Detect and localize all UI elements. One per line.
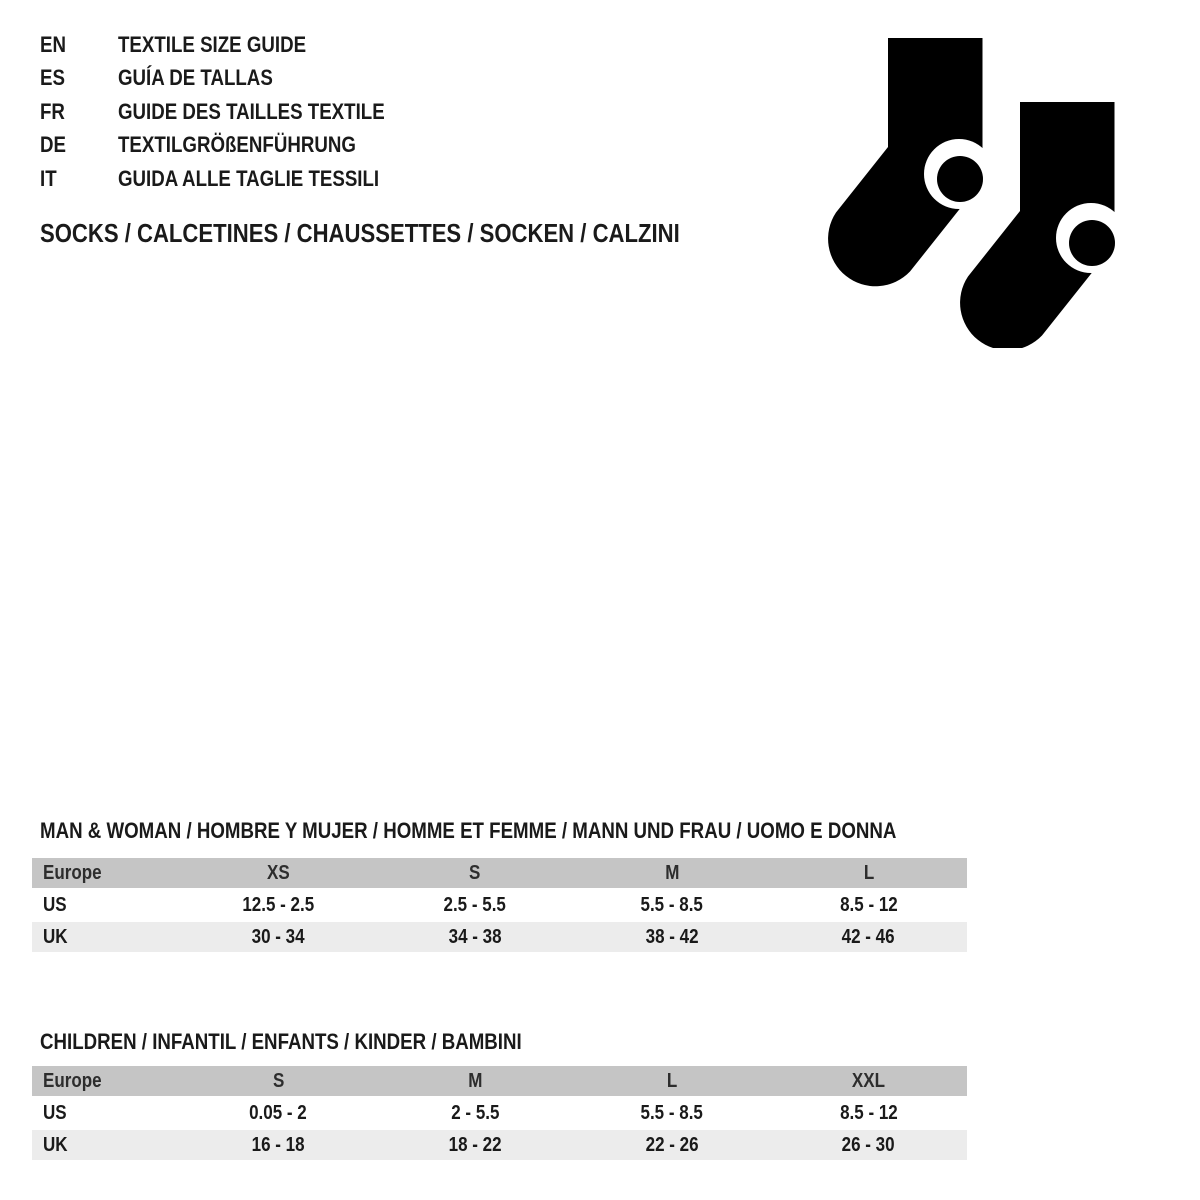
column-header-size: S <box>272 1069 285 1092</box>
row-label: UK <box>43 925 68 948</box>
column-header-region: Europe <box>43 861 102 884</box>
guide-title-en: TEXTILE SIZE GUIDE <box>118 31 307 57</box>
row-label: US <box>43 1101 67 1124</box>
size-table-children <box>32 1066 967 1162</box>
size-cell: 8.5 - 12 <box>839 1101 898 1124</box>
size-cell: 8.5 - 12 <box>839 893 898 916</box>
guide-title-es: GUÍA DE TALLAS <box>118 65 273 91</box>
guide-title-it: GUIDA ALLE TAGLIE TESSILI <box>118 165 380 191</box>
row-label: US <box>43 893 67 916</box>
column-header-size: M <box>664 861 679 884</box>
column-header-size: L <box>666 1069 678 1092</box>
column-header-size: S <box>469 861 481 884</box>
column-header-size: XS <box>267 861 290 884</box>
size-cell: 38 - 42 <box>645 925 699 948</box>
column-header-region: Europe <box>43 1069 102 1092</box>
size-cell: 0.05 - 2 <box>249 1101 308 1124</box>
language-title-block <box>40 28 432 196</box>
language-row-de <box>40 129 432 163</box>
size-cell: 22 - 26 <box>645 1133 699 1156</box>
size-cell: 5.5 - 8.5 <box>640 893 704 916</box>
size-cell: 30 - 34 <box>251 925 305 948</box>
category-title: SOCKS / CALCETINES / CHAUSSETTES / SOCKEN / CALZINI <box>40 218 680 248</box>
column-header-size: M <box>468 1069 483 1092</box>
size-table-title-children: CHILDREN / INFANTIL / ENFANTS / KINDER / BAMBINI <box>40 1029 522 1054</box>
language-code: EN <box>40 31 66 57</box>
size-cell: 16 - 18 <box>251 1133 305 1156</box>
size-cell: 2 - 5.5 <box>451 1101 500 1124</box>
table-row-us <box>32 1098 967 1128</box>
language-row-it <box>40 162 432 196</box>
language-code: IT <box>40 165 57 191</box>
table-row-uk <box>32 1130 967 1160</box>
row-label: UK <box>43 1133 68 1156</box>
size-cell: 26 - 30 <box>842 1133 896 1156</box>
guide-title-fr: GUIDE DES TAILLES TEXTILE <box>118 98 385 124</box>
size-table-title-adults: MAN & WOMAN / HOMBRE Y MUJER / HOMME ET FEMME / MANN UND FRAU / UOMO E DONNA <box>40 818 897 843</box>
language-code: FR <box>40 98 65 124</box>
table-row-us <box>32 890 967 920</box>
column-header-size: XXL <box>852 1069 886 1092</box>
size-cell: 34 - 38 <box>448 925 502 948</box>
column-header-size: L <box>863 861 874 884</box>
language-row-fr <box>40 95 432 129</box>
size-cell: 42 - 46 <box>842 925 896 948</box>
size-table-adults <box>32 858 967 954</box>
language-row-en <box>40 28 432 62</box>
table-header-row <box>32 858 967 888</box>
guide-title-de: TEXTILGRÖßENFÜHRUNG <box>118 132 356 158</box>
size-cell: 2.5 - 5.5 <box>443 893 507 916</box>
table-row-uk <box>32 922 967 952</box>
language-row-es <box>40 62 432 96</box>
table-header-row <box>32 1066 967 1096</box>
socks-icon <box>818 38 1118 348</box>
size-cell: 18 - 22 <box>448 1133 502 1156</box>
size-cell: 12.5 - 2.5 <box>242 893 315 916</box>
language-code: ES <box>40 65 65 91</box>
size-cell: 5.5 - 8.5 <box>640 1101 704 1124</box>
language-code: DE <box>40 132 66 158</box>
